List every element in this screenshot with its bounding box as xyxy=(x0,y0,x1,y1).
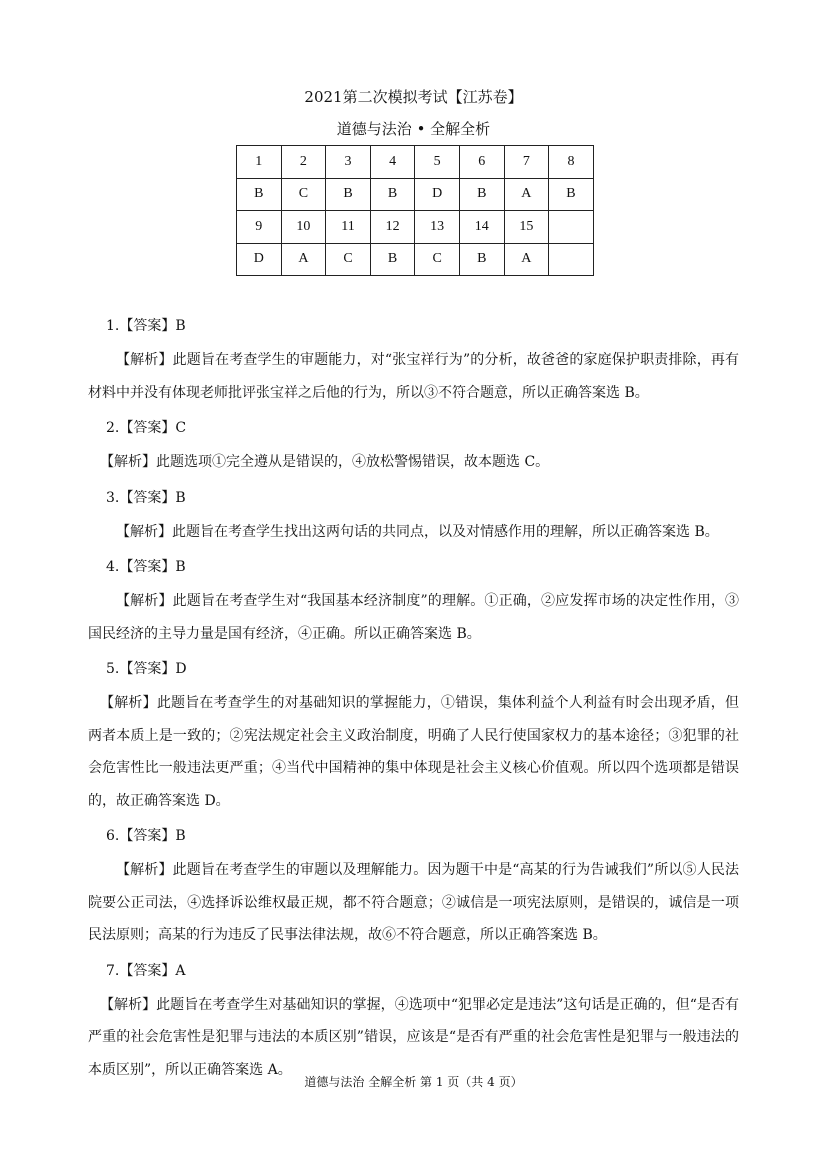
item-3 xyxy=(88,481,739,549)
table-cell: B xyxy=(370,178,415,211)
page-footer: 道德与法治 全解全析 第 1 页（共 4 页） xyxy=(304,1075,523,1089)
table-cell: 14 xyxy=(459,211,504,244)
table-cell: 9 xyxy=(237,211,282,244)
table-row xyxy=(237,178,594,211)
table-cell: 10 xyxy=(281,211,326,244)
table-cell: 15 xyxy=(504,211,549,244)
analysis-content xyxy=(88,309,739,1088)
table-cell: 1 xyxy=(237,146,282,179)
answer-line: 1.【答案】B xyxy=(106,318,186,334)
item-5 xyxy=(88,652,739,817)
item-1 xyxy=(88,309,739,409)
analysis-text: 【解析】此题选项①完全遵从是错误的，④放松警惕错误，故本题选 C。 xyxy=(100,454,550,470)
table-cell: B xyxy=(370,243,415,276)
answer-line: 2.【答案】C xyxy=(106,420,187,436)
item-7 xyxy=(88,954,739,1087)
page-subtitle: 道德与法治 • 全解全析 xyxy=(336,120,491,138)
table-cell: A xyxy=(281,243,326,276)
table-cell: 13 xyxy=(415,211,460,244)
table-row xyxy=(237,211,594,244)
answer-line: 3.【答案】B xyxy=(106,489,186,506)
table-cell: 4 xyxy=(370,146,415,179)
item-6 xyxy=(88,819,739,952)
table-cell xyxy=(549,243,594,276)
analysis-text: 【解析】此题旨在考查学生找出这两句话的共同点，以及对情感作用的理解，所以正确答案选 B。 xyxy=(116,523,719,540)
answer-line: 6.【答案】B xyxy=(106,828,186,844)
analysis-text: 【解析】此题旨在考查学生的审题能力，对“张宝祥行为”的分析，故爸爸的家庭保护职责排除，再有材料中并没有体现老师批评张宝祥之后他的行为，所以③不符合题意，所以正确答案选 B。 xyxy=(88,352,739,401)
table-cell: 11 xyxy=(326,211,371,244)
table-cell: 3 xyxy=(326,146,371,179)
table-row xyxy=(237,146,594,179)
analysis-text: 【解析】此题旨在考查学生对“我国基本经济制度”的理解。①正确，②应发挥市场的决定性作用，③国民经济的主导力量是国有经济，④正确。所以正确答案选 B。 xyxy=(88,593,739,642)
table-cell: B xyxy=(326,178,371,211)
table-cell: A xyxy=(504,243,549,276)
table-cell xyxy=(549,211,594,244)
analysis-text: 【解析】此题旨在考查学生的对基础知识的掌握能力，①错误，集体利益个人利益有时会出现矛盾，但两者本质上是一致的；②宪法规定社会主义政治制度，明确了人民行使国家权力的基本途径；③犯罪的社会危害性比一般违法更严重；④当代中国精神的集中体现是社会主义核心价值观。所以四个选项都是错误的，故正确答案选 D。 xyxy=(88,695,739,809)
answer-line: 4.【答案】B xyxy=(106,559,186,575)
table-cell: 6 xyxy=(459,146,504,179)
item-4 xyxy=(88,550,739,650)
analysis-text: 【解析】此题旨在考查学生对基础知识的掌握，④选项中“犯罪必定是违法”这句话是正确的，但“是否有严重的社会危害性是犯罪与违法的本质区别”错误，应该是“是否有严重的社会危害性是犯罪与一般违法的本质区别”，所以正确答案选 A。 xyxy=(88,996,739,1078)
page-title: 2021第二次模拟考试【江苏卷】 xyxy=(304,88,523,106)
table-cell: B xyxy=(549,178,594,211)
table-cell: B xyxy=(237,178,282,211)
table-cell: D xyxy=(415,178,460,211)
table-cell: 2 xyxy=(281,146,326,179)
table-cell: C xyxy=(281,178,326,211)
answer-line: 7.【答案】A xyxy=(106,962,186,979)
answer-line: 5.【答案】D xyxy=(106,661,187,677)
analysis-text: 【解析】此题旨在考查学生的审题以及理解能力。因为题干中是“高某的行为告诫我们”所以⑤人民法院要公正司法，④选择诉讼维权最正规，都不符合题意；②诚信是一项宪法原则，是错误的，诚信是一项民法原则；高某的行为违反了民事法律法规，故⑥不符合题意，所以正确答案选 B。 xyxy=(88,862,739,943)
table-cell: 5 xyxy=(415,146,460,179)
answer-table xyxy=(236,145,594,276)
table-cell: 8 xyxy=(549,146,594,179)
table-cell: 12 xyxy=(370,211,415,244)
item-2 xyxy=(88,411,739,479)
table-cell: 7 xyxy=(504,146,549,179)
table-cell: A xyxy=(504,178,549,211)
table-cell: C xyxy=(326,243,371,276)
table-cell: B xyxy=(459,178,504,211)
table-cell: B xyxy=(459,243,504,276)
table-row xyxy=(237,243,594,276)
table-cell: C xyxy=(415,243,460,276)
table-cell: D xyxy=(237,243,282,276)
